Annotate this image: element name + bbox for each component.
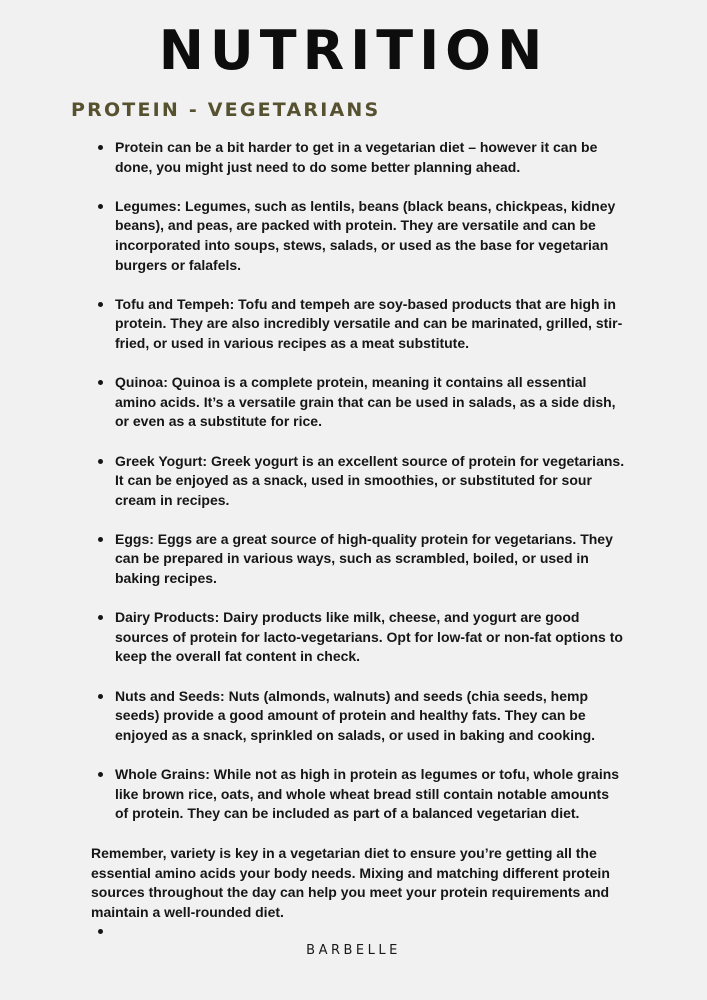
list-item-text: Nuts and Seeds: Nuts (almonds, walnuts) and seeds (chia seeds, hemp seeds) provide a good amount of protein and healthy fats. They can be enjoyed as a snack, sprinkled on salads, or used in baking and cooking. <box>115 687 596 743</box>
list-item-text: Tofu and Tempeh: Tofu and tempeh are soy-based products that are high in protein. They are also incredibly versatile and can be marinated, grilled, stir-fried, or used in various recipes as a meat substitute. <box>115 295 623 351</box>
list-item-text: Eggs: Eggs are a great source of high-quality protein for vegetarians. They can be prepared in various ways, such as scrambled, boiled, or used in baking recipes. <box>115 530 613 587</box>
list-item-text: Greek Yogurt: Greek yogurt is an excellent source of protein for vegetarians. It can be enjoyed as a snack, used in smoothies, or substituted for sour cream in recipes. <box>115 452 625 508</box>
list-item-text: Dairy Products: Dairy products like milk, cheese, and yogurt are good sources of protein for lacto-vegetarians. Opt for low-fat or non-fat options to keep the overall fat content in check. <box>115 609 623 665</box>
bullet-dot-icon <box>98 615 103 620</box>
bullet-dot-icon <box>98 302 103 307</box>
list-item <box>115 765 625 824</box>
list-item-text: Legumes: Legumes, such as lentils, beans (black beans, chickpeas, kidney beans), and peas, are packed with protein. They are versatile and can be incorporated into soups, stews, salads, or used as the base for vegetarian burgers or falafels. <box>115 197 616 273</box>
closing-paragraph: Remember, variety is key in a vegetarian diet to ensure you’re getting all the essential amino acids your body needs. Mixing and matching different protein sources throughout the day can help you meet your protein requirements and maintain a well-rounded diet. <box>91 845 610 920</box>
list-item-text: Protein can be a bit harder to get in a vegetarian diet – however it can be done, you might just need to do some better planning ahead. <box>115 139 598 175</box>
bullet-dot-icon <box>98 380 103 385</box>
bullet-dot-icon <box>98 772 103 777</box>
page-title: NUTRITION <box>158 19 549 82</box>
bullet-dot-icon <box>98 537 103 542</box>
list-item <box>115 452 625 511</box>
bullet-dot-icon <box>98 459 103 464</box>
list-item <box>115 295 625 354</box>
protein-sources-list <box>115 138 625 843</box>
section-heading: PROTEIN - VEGETARIANS <box>71 99 381 121</box>
list-item <box>115 197 625 275</box>
bullet-dot-icon <box>98 694 103 699</box>
brand-footer: BARBELLE <box>306 943 401 958</box>
list-item <box>115 687 625 746</box>
empty-bullet-icon <box>98 929 103 934</box>
list-item-text: Whole Grains: While not as high in protein as legumes or tofu, whole grains like brown rice, oats, and whole wheat bread still contain notable amounts of protein. They can be included as part of a balanced vegetarian diet. <box>115 766 620 822</box>
list-item <box>115 373 625 432</box>
bullet-dot-icon <box>98 145 103 150</box>
list-item <box>115 608 625 667</box>
list-item <box>115 530 625 589</box>
list-item-text: Quinoa: Quinoa is a complete protein, meaning it contains all essential amino acids. It’s a versatile grain that can be used in salads, as a side dish, or even as a substitute for rice. <box>115 374 616 430</box>
list-item <box>115 138 625 177</box>
bullet-dot-icon <box>98 204 103 209</box>
